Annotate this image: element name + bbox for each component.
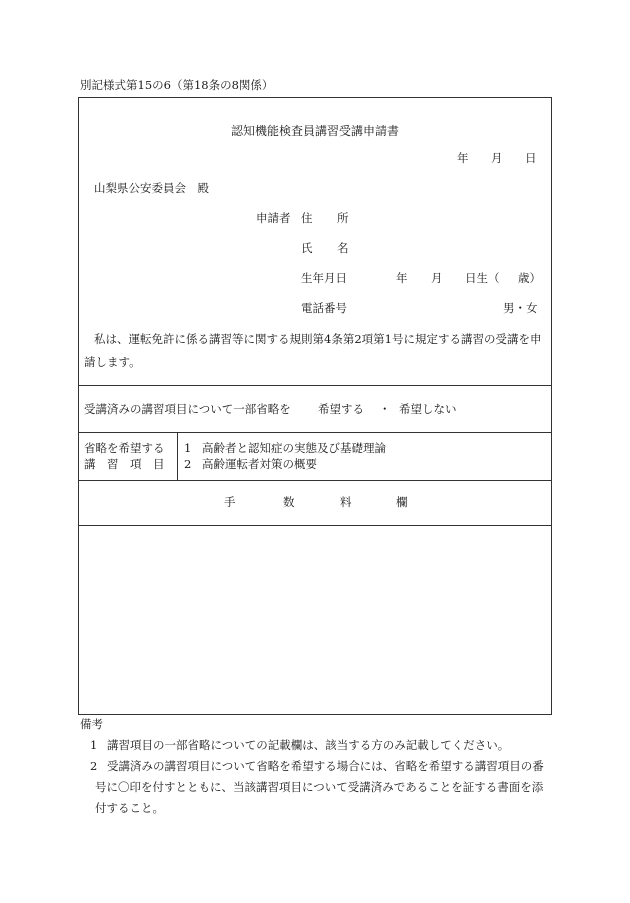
fee-heading-char-3: 料 bbox=[340, 495, 352, 509]
gender-label: 男・女 bbox=[503, 301, 538, 315]
divider-fee bbox=[78, 525, 552, 526]
address-label-1: 住 bbox=[301, 211, 313, 225]
addressee: 山梨県公安委員会 殿 bbox=[94, 181, 209, 195]
phone-label: 電話番号 bbox=[301, 301, 347, 315]
applicant-label: 申請者 bbox=[256, 211, 291, 225]
statement-line-1: 私は、運転免許に係る講習等に関する規則第4条第2項第1号に規定する講習の受講を申 bbox=[94, 332, 542, 346]
items-label-line-1: 省略を希望する bbox=[84, 441, 165, 455]
fee-heading-char-4: 欄 bbox=[396, 495, 408, 509]
birth-month-label: 月 bbox=[431, 271, 443, 285]
birthdate-label: 生年月日 bbox=[301, 271, 347, 285]
option-no-wish: 希望しない bbox=[399, 402, 457, 416]
omission-question: 受講済みの講習項目について一部省略を bbox=[84, 402, 291, 416]
items-label-line-2: 講 習 項 目 bbox=[84, 457, 165, 471]
divider-statement bbox=[78, 385, 552, 386]
note-2-line-2: 号に〇印を付すとともに、当該講習項目について受講済みであることを証する書面を添 bbox=[95, 780, 544, 794]
note-2-number: 2 bbox=[90, 759, 98, 773]
form-number: 別記様式第15の6（第18条の8関係） bbox=[80, 78, 274, 92]
date-day-label: 日 bbox=[525, 151, 537, 165]
fee-heading-char-2: 数 bbox=[283, 495, 295, 509]
option-separator: ・ bbox=[379, 402, 391, 416]
item-1-text: 高齢者と認知症の実態及び基礎理論 bbox=[202, 441, 386, 455]
note-2-line-3: 付すること。 bbox=[95, 801, 164, 815]
fee-heading-char-1: 手 bbox=[224, 495, 236, 509]
form-title: 認知機能検査員講習受講申請書 bbox=[230, 124, 399, 138]
note-2-line-1: 受講済みの講習項目について省略を希望する場合には、省略を希望する講習項目の番 bbox=[107, 759, 544, 773]
age-label: 歳） bbox=[518, 271, 541, 285]
items-column-divider bbox=[177, 432, 178, 480]
note-1-number: 1 bbox=[90, 738, 98, 752]
birth-year-label: 年 bbox=[396, 271, 408, 285]
item-1-number: 1 bbox=[184, 441, 192, 455]
name-label-2: 名 bbox=[337, 241, 349, 255]
address-label-2: 所 bbox=[337, 211, 349, 225]
divider-items bbox=[78, 480, 552, 481]
divider-omission bbox=[78, 432, 552, 433]
notes-heading: 備考 bbox=[80, 717, 103, 731]
date-year-label: 年 bbox=[457, 151, 469, 165]
item-2-number: 2 bbox=[184, 457, 192, 471]
name-label-1: 氏 bbox=[301, 241, 313, 255]
date-month-label: 月 bbox=[491, 151, 503, 165]
item-2-text: 高齢運転者対策の概要 bbox=[202, 457, 317, 471]
statement-line-2: 請します。 bbox=[84, 355, 141, 369]
birth-day-label: 日生（ bbox=[465, 271, 500, 285]
note-1-line-1: 講習項目の一部省略についての記載欄は、該当する方のみ記載してください。 bbox=[107, 738, 510, 752]
option-wish: 希望する bbox=[318, 402, 364, 416]
